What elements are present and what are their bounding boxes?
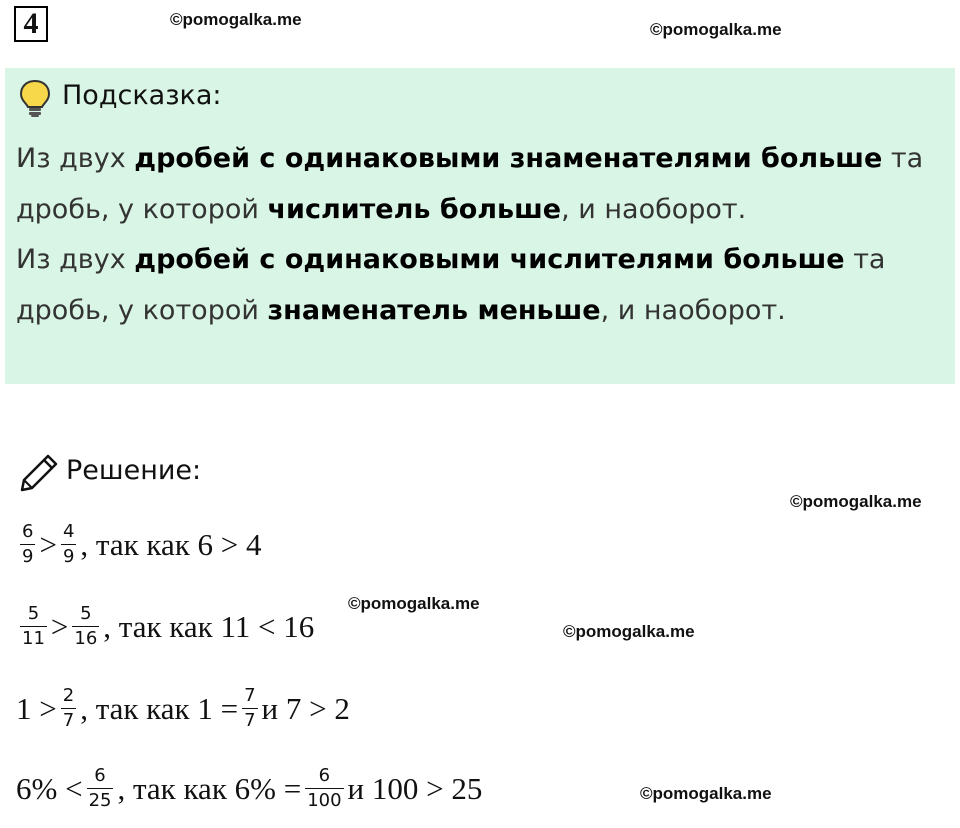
hint-text: дробь, у которой (16, 295, 268, 326)
hint-text: , и наоборот. (600, 295, 786, 326)
watermark: ©pomogalka.me (640, 784, 772, 803)
hint-line (16, 244, 885, 275)
row-text: , так как 6 > 4 (80, 526, 262, 562)
solution-row (16, 604, 314, 649)
fraction: $\frac{5}{16}$ (74, 603, 98, 649)
hint-bold: дробей с одинаковыми числителями больше (134, 244, 845, 275)
fraction: $\frac{5}{11}$ (22, 603, 45, 649)
hint-bold: числитель больше (267, 194, 562, 225)
watermark: ©pomogalka.me (563, 622, 695, 641)
watermark: ©pomogalka.me (790, 492, 922, 511)
row-text: и 7 > 2 (261, 690, 350, 726)
hint-bold: дробей с одинаковыми знаменателями больше (134, 143, 883, 174)
operator: > (50, 608, 69, 644)
row-text: , так как 6% = (117, 770, 302, 806)
row-text: 6% < (16, 770, 83, 806)
row-text: , так как 11 < 16 (103, 608, 315, 644)
fraction: $\frac{2}{7}$ (62, 685, 75, 731)
row-text: 1 > (16, 690, 57, 726)
solution-row (16, 522, 262, 567)
hint-text: та (882, 143, 924, 174)
task-number: 4 (14, 6, 48, 42)
solution-row (16, 686, 350, 731)
hint-title: Подсказка: (62, 80, 222, 111)
fraction: $\frac{4}{9}$ (62, 521, 75, 567)
hint-box (5, 68, 955, 384)
row-text: , так как 1 = (80, 690, 239, 726)
hint-text: Из двух (16, 143, 135, 174)
fraction: $\frac{6}{25}$ (88, 765, 112, 811)
solution-title: Решение: (66, 455, 202, 486)
fraction: $\frac{6}{100}$ (307, 765, 342, 811)
hint-text: Из двух (16, 244, 135, 275)
watermark: ©pomogalka.me (170, 10, 302, 29)
hint-line (16, 194, 746, 225)
operator: > (39, 526, 57, 562)
solution-row (16, 766, 482, 811)
hint-text: , и наоборот. (561, 194, 747, 225)
watermark: ©pomogalka.me (650, 20, 782, 39)
fraction: $\frac{6}{9}$ (22, 521, 34, 567)
row-text: и 100 > 25 (347, 770, 483, 806)
lightbulb-icon (18, 78, 52, 118)
pencil-icon (18, 452, 60, 494)
fraction: $\frac{7}{7}$ (244, 685, 256, 731)
watermark: ©pomogalka.me (348, 594, 480, 613)
hint-line (16, 295, 786, 326)
hint-bold: знаменатель меньше (267, 295, 601, 326)
hint-text: дробь, у которой (16, 194, 268, 225)
hint-text: та (844, 244, 886, 275)
hint-line (16, 143, 923, 174)
